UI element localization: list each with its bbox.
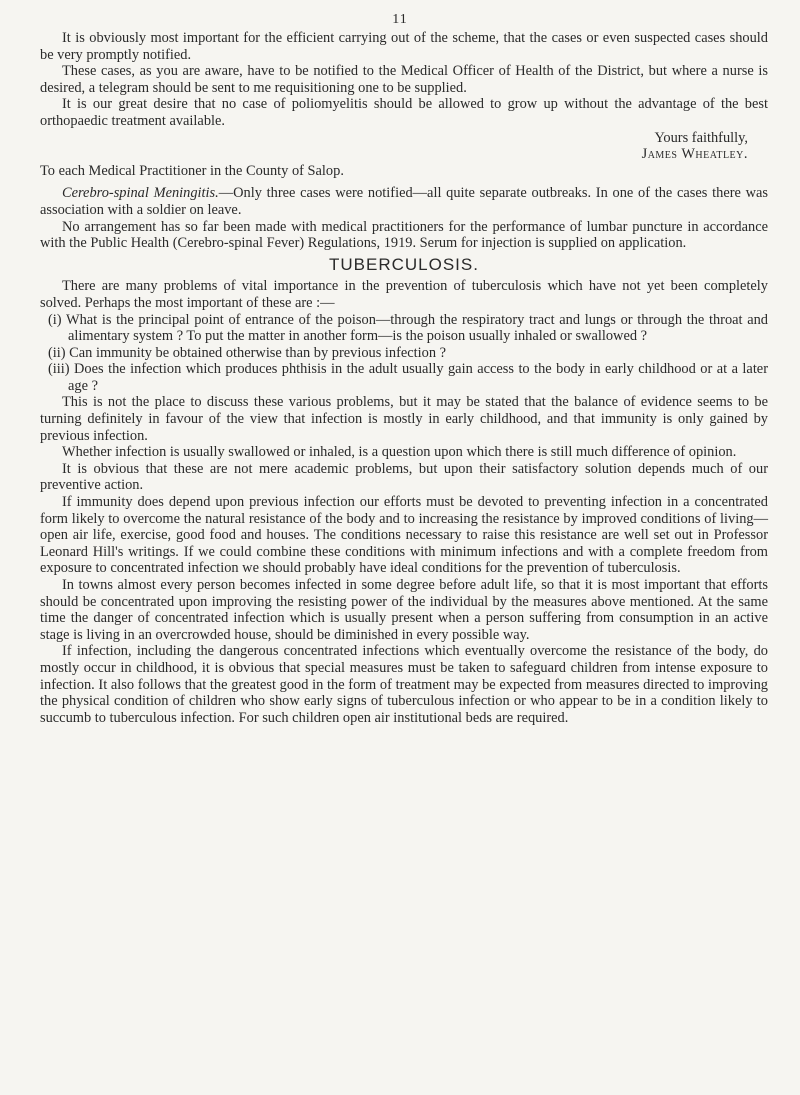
- meningitis-title: Cerebro-spinal Meningitis.: [62, 185, 219, 202]
- letter-paragraph-2: These cases, as you are aware, have to be notified to the Medical Officer of Health of the District, but where a nurse is desired, a telegram should be sent to me requisitioning one to be supplied.: [40, 63, 768, 96]
- letter-paragraph-3: It is our great desire that no case of poliomyelitis should be allowed to grow up without the advantage of the best orthopaedic treatment available.: [40, 96, 768, 129]
- tuberculosis-paragraph-6: If infection, including the dangerous concentrated infections which eventually overcome the resistance of the body, do mostly occur in childhood, it is obvious that special measures must be taken to safeguard children from intense exposure to infection. It also follows that the greatest good in the form of treatment may be expected from measures directed to improving the physical condition of children who show early signs of tuberculous infection or who appear to be in a condition likely to succumb to tuberculous infection. For such children open air institutional beds are required.: [40, 643, 768, 726]
- page-number: 11: [392, 12, 408, 27]
- tuberculosis-paragraph-3: It is obvious that these are not mere academic problems, but upon their satisfactory solution depends much of our preventive action.: [40, 460, 768, 494]
- letter-addressee: To each Medical Practitioner in the County of Salop.: [40, 162, 344, 179]
- letter-closing: Yours faithfully,: [654, 129, 748, 146]
- tuberculosis-paragraph-1: This is not the place to discuss these various problems, but it may be stated that the balance of evidence seems to be turning definitely in favour of the view that infection is mostly in early childhood, and that immunity is only gained by previous infection.: [40, 394, 768, 444]
- tuberculosis-question-3: (iii) Does the infection which produces phthisis in the adult usually gain access to the body in early childhood or at a later age ?: [48, 361, 768, 394]
- tuberculosis-intro: There are many problems of vital importance in the prevention of tuberculosis which have not yet been completely solved. Perhaps the most important of these are :—: [40, 278, 768, 311]
- letter-signature: James Wheatley.: [641, 146, 748, 163]
- tuberculosis-question-1: (i) What is the principal point of entrance of the poison—through the respiratory tract and lungs or through the throat and alimentary system ? To put the matter in another form—is the poison usually inhaled or swallowed ?: [48, 311, 768, 345]
- tuberculosis-paragraph-2: Whether infection is usually swallowed or inhaled, is a question upon which there is still much difference of opinion.: [62, 444, 737, 461]
- tuberculosis-paragraph-5: In towns almost every person becomes infected in some degree before adult life, so that it is most important that efforts should be concentrated upon improving the resisting power of the individual by the measures above mentioned. At the same time the danger of concentrated infection which is usually present when a person suffering from consumption in an active stage is living in an overcrowded house, should be diminished in every possible way.: [40, 577, 768, 643]
- meningitis-text-1: —Only three cases were notified—all quite separate outbreaks. In one of the cases there was association with a soldier on leave.: [40, 185, 768, 218]
- tuberculosis-paragraph-4: If immunity does depend upon previous infection our efforts must be devoted to preventing infection in a concentrated form likely to overcome the natural resistance of the body and to increasing the resistance by improved conditions of living—open air life, exercise, good food and houses. The conditions necessary to raise this resistance are well set out in Professor Leonard Hill's writings. If we could combine these conditions with minimum infections and with a complete freedom from exposure to concentrated infection we should probably have ideal conditions for the prevention of tuberculosis.: [40, 494, 768, 577]
- letter-paragraph-1: It is obviously most important for the efficient carrying out of the scheme, that the cases or even suspected cases should be very promptly notified.: [40, 30, 768, 63]
- report-body: [40, 30, 768, 726]
- meningitis-paragraph-1: [40, 185, 768, 218]
- meningitis-paragraph-2: No arrangement has so far been made with medical practitioners for the performance of lumbar puncture in accordance with the Public Health (Cerebro-spinal Fever) Regulations, 1919. Serum for injection is supplied on application.: [40, 218, 768, 252]
- tuberculosis-heading: TUBERCULOSIS.: [329, 254, 479, 274]
- tuberculosis-question-2: (ii) Can immunity be obtained otherwise than by previous infection ?: [48, 344, 447, 361]
